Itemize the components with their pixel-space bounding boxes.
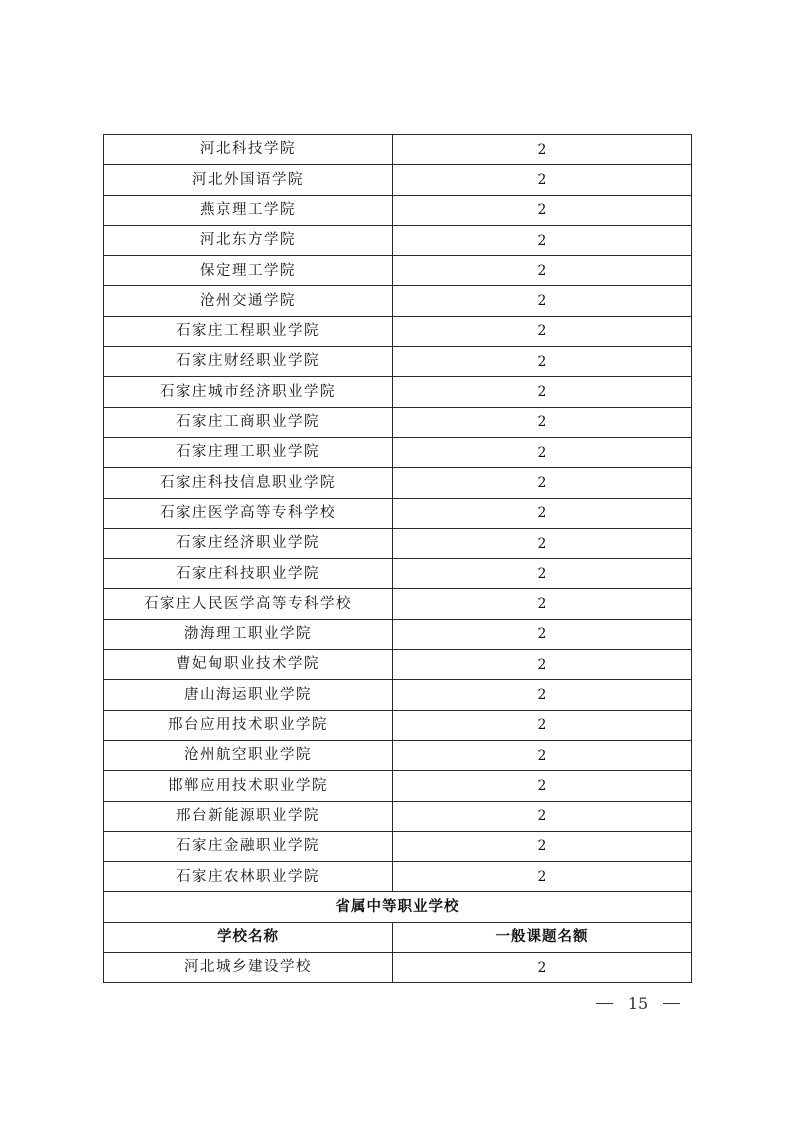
page-number: 15	[627, 994, 649, 1013]
quota-cell: 2	[393, 801, 692, 831]
quota-cell: 2	[393, 256, 692, 286]
table-row	[104, 680, 692, 710]
school-name-cell: 河北城乡建设学校	[104, 953, 393, 983]
school-name-cell: 保定理工学院	[104, 256, 393, 286]
school-name-cell: 石家庄医学高等专科学校	[104, 498, 393, 528]
column-header-school-name: 学校名称	[104, 922, 393, 952]
section-title: 省属中等职业学校	[104, 892, 692, 922]
quota-cell: 2	[393, 953, 692, 983]
quota-cell: 2	[393, 195, 692, 225]
page-footer	[596, 994, 680, 1013]
quota-cell: 2	[393, 862, 692, 892]
table-row	[104, 559, 692, 589]
table-row	[104, 437, 692, 467]
school-name-cell: 石家庄理工职业学院	[104, 437, 393, 467]
school-name-cell: 唐山海运职业学院	[104, 680, 393, 710]
table-row	[104, 407, 692, 437]
school-name-cell: 河北科技学院	[104, 135, 393, 165]
school-name-cell: 石家庄经济职业学院	[104, 528, 393, 558]
table-row	[104, 286, 692, 316]
table-row	[104, 862, 692, 892]
quota-cell: 2	[393, 135, 692, 165]
section-row	[104, 892, 692, 922]
school-name-cell: 石家庄城市经济职业学院	[104, 377, 393, 407]
quota-cell: 2	[393, 468, 692, 498]
table-row	[104, 801, 692, 831]
school-name-cell: 河北外国语学院	[104, 165, 393, 195]
table-row	[104, 619, 692, 649]
quota-cell: 2	[393, 437, 692, 467]
quota-cell: 2	[393, 528, 692, 558]
school-name-cell: 石家庄工程职业学院	[104, 316, 393, 346]
quota-cell: 2	[393, 316, 692, 346]
quota-cell: 2	[393, 286, 692, 316]
table-row	[104, 710, 692, 740]
school-name-cell: 石家庄工商职业学院	[104, 407, 393, 437]
table-row	[104, 135, 692, 165]
footer-dash-right	[663, 1003, 680, 1004]
quota-cell: 2	[393, 498, 692, 528]
school-name-cell: 石家庄科技职业学院	[104, 559, 393, 589]
table-row	[104, 468, 692, 498]
table-row	[104, 377, 692, 407]
school-name-cell: 石家庄财经职业学院	[104, 347, 393, 377]
table-row	[104, 225, 692, 255]
quota-cell: 2	[393, 377, 692, 407]
footer-dash-left	[596, 1003, 613, 1004]
quota-cell: 2	[393, 407, 692, 437]
school-name-cell: 石家庄科技信息职业学院	[104, 468, 393, 498]
quota-cell: 2	[393, 831, 692, 861]
school-name-cell: 石家庄人民医学高等专科学校	[104, 589, 393, 619]
quota-table	[103, 134, 692, 983]
table-row	[104, 165, 692, 195]
school-name-cell: 河北东方学院	[104, 225, 393, 255]
header-row	[104, 922, 692, 952]
table-row	[104, 831, 692, 861]
quota-cell: 2	[393, 771, 692, 801]
table-row	[104, 650, 692, 680]
column-header-quota: 一般课题名额	[393, 922, 692, 952]
school-name-cell: 石家庄农林职业学院	[104, 862, 393, 892]
table-row	[104, 740, 692, 770]
school-name-cell: 邢台新能源职业学院	[104, 801, 393, 831]
table-row	[104, 953, 692, 983]
quota-table-body	[104, 135, 692, 983]
school-name-cell: 石家庄金融职业学院	[104, 831, 393, 861]
quota-cell: 2	[393, 347, 692, 377]
table-row	[104, 589, 692, 619]
table-row	[104, 347, 692, 377]
table-row	[104, 316, 692, 346]
table-row	[104, 528, 692, 558]
school-name-cell: 沧州航空职业学院	[104, 740, 393, 770]
school-name-cell: 邯郸应用技术职业学院	[104, 771, 393, 801]
school-name-cell: 渤海理工职业学院	[104, 619, 393, 649]
quota-cell: 2	[393, 225, 692, 255]
table-row	[104, 498, 692, 528]
quota-cell: 2	[393, 680, 692, 710]
school-name-cell: 燕京理工学院	[104, 195, 393, 225]
quota-cell: 2	[393, 165, 692, 195]
quota-cell: 2	[393, 740, 692, 770]
quota-cell: 2	[393, 589, 692, 619]
quota-cell: 2	[393, 650, 692, 680]
quota-cell: 2	[393, 559, 692, 589]
quota-cell: 2	[393, 710, 692, 740]
school-name-cell: 沧州交通学院	[104, 286, 393, 316]
table-row	[104, 195, 692, 225]
quota-cell: 2	[393, 619, 692, 649]
table-row	[104, 771, 692, 801]
table-row	[104, 256, 692, 286]
school-name-cell: 曹妃甸职业技术学院	[104, 650, 393, 680]
school-name-cell: 邢台应用技术职业学院	[104, 710, 393, 740]
